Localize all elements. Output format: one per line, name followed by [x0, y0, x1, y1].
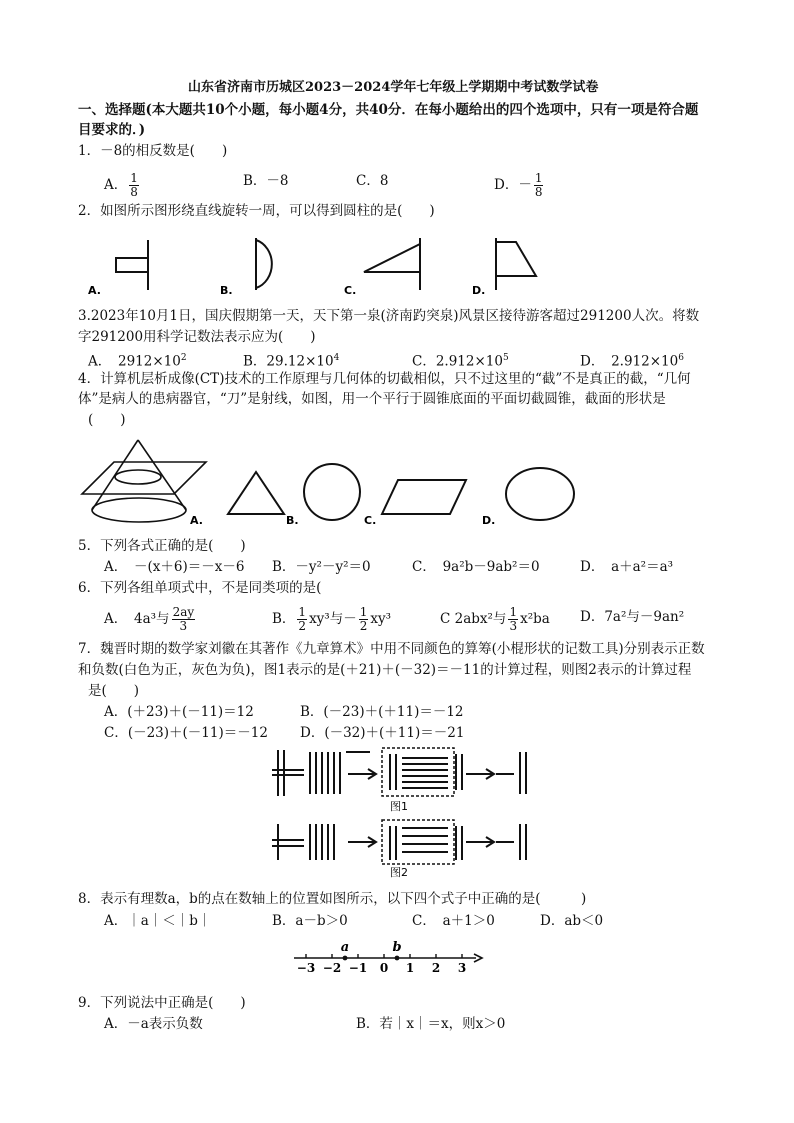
number-line-tick-label: 0 [379, 961, 389, 975]
q4-label-c: C. [364, 514, 377, 527]
q3-line2: 字291200用科学记数法表示应为( ) [78, 329, 316, 345]
q7-line1: 7．魏晋时期的数学家刘徽在其著作《九章算术》中用不同颜色的算筹(小棍形状的记数工具)分别表示正数 [78, 641, 705, 657]
q1-option-b: B．－8 [243, 173, 289, 189]
q5-option-b: B．－y²－y²＝0 [272, 559, 371, 575]
number-line-tick-label: 1 [405, 961, 415, 975]
q6-option-d: D．7a²与－9an² [580, 609, 685, 625]
q5-option-d: D． a＋a²＝a³ [580, 559, 674, 575]
q8-option-a: A．｜a｜＜｜b｜ [104, 913, 212, 929]
q5-option-c: C． 9a²b－9ab²＝0 [412, 559, 540, 575]
number-line-tick-label: 3 [457, 961, 467, 975]
number-line-tick-label: −1 [348, 961, 368, 975]
q3-option-d: D． $2.912\times 10^6$ [580, 353, 684, 370]
number-line-tick-label: 2 [431, 961, 441, 975]
number-line-tick-label: −3 [296, 961, 316, 975]
q7-line2: 和负数(白色为正，灰色为负)，图1表示的是(＋21)＋(－32)＝－11的计算过程，则图2表示的计算过程 [78, 662, 692, 678]
page-title: 山东省济南市历城区2023－2024学年七年级上学期期中考试数学试卷 [188, 80, 599, 95]
q4-label-b: B. [286, 514, 299, 527]
q3-option-b: B．$29.12\times 10^4$ [243, 353, 340, 370]
q8-option-d: D．ab＜0 [540, 913, 604, 929]
q2-label-c: C. [344, 284, 357, 297]
q1-stem: 1．－8的相反数是( ) [78, 143, 228, 159]
q7-line3: 是( ) [88, 683, 140, 699]
q4-line2: 体”是病人的患病器官，“刀”是射线，如图，用一个平行于圆锥底面的平面切截圆锥，截面的形状是 [78, 391, 666, 407]
q2-label-a: A. [88, 284, 101, 297]
q7-counting-rods-figure [270, 744, 532, 880]
q9-stem: 9．下列说法中正确是( ) [78, 995, 246, 1011]
q5-stem: 5．下列各式正确的是( ) [78, 538, 246, 554]
q4-label-a: A. [190, 514, 203, 527]
q6-stem: 6．下列各组单项式中，不是同类项的是( [78, 580, 322, 596]
q9-option-b: B．若｜x｜＝x，则x＞0 [356, 1016, 506, 1032]
number-line-point-a [343, 956, 348, 961]
q3-line1: 3.2023年10月1日，国庆假期第一天，天下第一泉(济南趵突泉)风景区接待游客超过291200人次。将数 [78, 308, 700, 324]
q2-label-b: B. [220, 284, 233, 297]
q2-figure [80, 228, 560, 302]
q7-option-b: B．(－23)＋(＋11)＝－12 [300, 704, 464, 720]
q7-fig1-caption: 图1 [390, 800, 408, 813]
number-line-tick-label: −2 [322, 961, 342, 975]
section-heading: 一、选择题(本大题共10个小题，每小题4分，共40分．在每小题给出的四个选项中，只有一项是符合题 [78, 102, 699, 118]
q8-option-c: C． a＋1＞0 [412, 913, 495, 929]
q7-option-d: D．(－32)＋(＋11)＝－21 [300, 725, 465, 741]
number-line-point-label-b: b [392, 940, 402, 955]
q7-option-a: A．(＋23)＋(－11)＝12 [104, 704, 254, 720]
q1-option-d: D．－ $\frac{1}{8}$ [494, 171, 543, 199]
q8-option-b: B．a－b＞0 [272, 913, 348, 929]
q6-option-c: C 2abx²与 $\frac{1}{3}$ x²ba [440, 605, 550, 633]
q3-option-a: A． $2912\times 10^2$ [88, 353, 187, 370]
q2-label-d: D. [472, 284, 486, 297]
q4-line1: 4．计算机层析成像(CT)技术的工作原理与几何体的切截相似，只不过这里的“截”不是真正的截，“几何 [78, 371, 691, 387]
q8-number-line [290, 936, 486, 978]
q1-option-a: A． $\frac{1}{8}$ [104, 171, 138, 199]
q4-figure [78, 432, 588, 532]
q6-option-b: B． $\frac{1}{2}$ xy³与－ $\frac{1}{2}$ xy³ [272, 605, 392, 633]
number-line-point-b [395, 956, 400, 961]
number-line-point-label-a: a [340, 940, 350, 955]
q4-label-d: D. [482, 514, 496, 527]
section-heading-cont: 目要求的．) [78, 122, 146, 138]
q7-fig2-caption: 图2 [390, 866, 408, 879]
q6-option-a: A． 4a³与 $\frac{2ay}{3}$ [104, 605, 195, 633]
q1-option-c: C．8 [356, 173, 389, 189]
q5-option-a: A． －(x＋6)＝－x－6 [104, 559, 245, 575]
q8-stem: 8．表示有理数a，b的点在数轴上的位置如图所示，以下四个式子中正确的是( ) [78, 891, 587, 907]
q3-option-c: C．$2.912\times 10^5$ [412, 353, 509, 370]
q9-option-a: A．－a表示负数 [104, 1016, 203, 1032]
q7-option-c: C．(－23)＋(－11)＝－12 [104, 725, 268, 741]
q4-line3: ( ) [88, 412, 126, 428]
q2-stem: 2．如图所示图形绕直线旋转一周，可以得到圆柱的是( ) [78, 203, 435, 219]
